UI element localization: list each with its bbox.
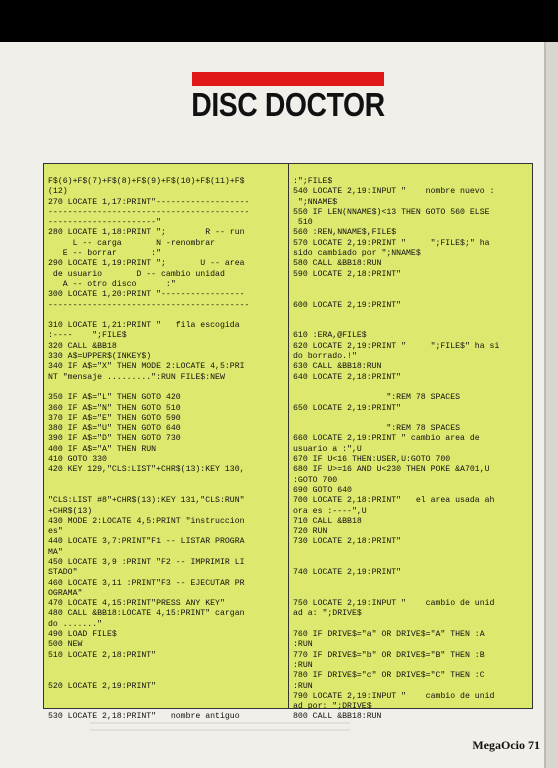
program-listing-box bbox=[43, 163, 533, 722]
page-number-label: MegaOcio 71 bbox=[472, 738, 540, 752]
faded-footer-text bbox=[90, 722, 350, 752]
listing-right-text: :";FILE$ 540 LOCATE 2,19:INPUT " nombre nuevo : ";NNAME$ 550 IF LEN(NNAME$)<13 THEN GOTO 560 ELSE 510 560 :REN,NNAME$,FILE$ 570 LOCATE 2,19:PRINT " ";FILE$;" ha sido cambiado por ";NNAME$ 580 CALL &BB18:RUN 590 LOCATE 2,18:PRINT" 600 LOCATE 2,19:PRINT" 610 :ERA,@FILE$ 620 LOCATE 2,19:PRINT " ";FILE$" ha si do borrado.!" 630 CALL &BB18:RUN 640 LOCATE 2,18:PRINT" ":REM 78 SPACES 650 LOCATE 2,19:PRINT" ":REM 78 SPACES 660 LOCATE 2,19:PRINT " cambio area de usuario a :",U 670 IF U<16 THEN:USER,U:GOTO 700 680 IF U>=16 AND U<230 THEN POKE &A701,U :GOTO 700 690 GOTO 640 700 LOCATE 2,18:PRINT" el area usada ah ora es :----",U 710 CALL &BB18 720 RUN 730 LOCATE 2,18:PRINT" 740 LOCATE 2,19:PRINT" 750 LOCATE 2,19:INPUT " cambio de unid ad a: ";DRIVE$ 760 IF DRIVE$="a" OR DRIVE$="A" THEN :A :RUN 770 IF DRIVE$="b" OR DRIVE$="B" THEN :B :RUN 780 IF DRIVE$="c" OR DRIVE$="C" THEN :C :RUN 790 LOCATE 2,19:INPUT " cambio de unid ad por: ";DRIVE$ 800 CALL &BB18:RUN bbox=[293, 177, 500, 722]
page-edge bbox=[546, 42, 558, 768]
listing-column-right bbox=[289, 164, 534, 722]
listing-left-text: F$(6)+F$(7)+F$(8)+F$(9)+F$(10)+F$(11)+F$ (12) 270 LOCATE 1,17:PRINT"------------------- ----------------------------------------- ----------------------" 280 LOCATE 1,18:PRINT "; R -- run L -- carga N -renombrar E -- borrar :" 290 LOCATE 1,19:PRINT "; U -- area de usuario D -- cambio unidad A -- otro disco :" 300 LOCATE 1,20:PRINT "----------------- ----------------------------------------- 310 LOCATE 1,21:PRINT " fila escogida :---- ";FILE$ 320 CALL &BB18 330 A$=UPPER$(INKEY$) 340 IF A$="X" THEN MODE 2:LOCATE 4,5:PRI NT "mensaje .........":RUN FILE$:NEW 350 IF A$="L" THEN GOTO 420 360 IF A$="N" THEN GOTO 510 370 IF A$="E" THEN GOTO 590 380 IF A$="U" THEN GOTO 640 390 IF A$="D" THEN GOTO 730 400 IF A$="A" THEN RUN 410 GOTO 330 420 KEY 129,"CLS:LIST"+CHR$(13):KEY 130, "CLS:LIST #8"+CHR$(13):KEY 131,"CLS:RUN" +CHR$(13) 430 MODE 2:LOCATE 4,5:PRINT "instruccion es" 440 LOCATE 3,7:PRINT"F1 -- LISTAR PROGRA MA" 450 LOCATE 3,9 :PRINT "F2 -- IMPRIMIR LI STADO" 460 LOCATE 3,11 :PRINT"F3 -- EJECUTAR PR OGRAMA" 470 LOCATE 4,15:PRINT"PRESS ANY KEY" 480 CALL &BB18:LOCATE 4,15:PRINT" cargan do ......." 490 LOAD FILE$ 500 NEW 510 LOCATE 2,18:PRINT" 520 LOCATE 2,19:PRINT" 530 LOCATE 2,18:PRINT" nombre antiguo bbox=[48, 177, 250, 722]
title-accent-bar bbox=[192, 72, 384, 86]
listing-column-left bbox=[44, 164, 289, 722]
article-title: DISC DOCTOR bbox=[191, 86, 385, 123]
